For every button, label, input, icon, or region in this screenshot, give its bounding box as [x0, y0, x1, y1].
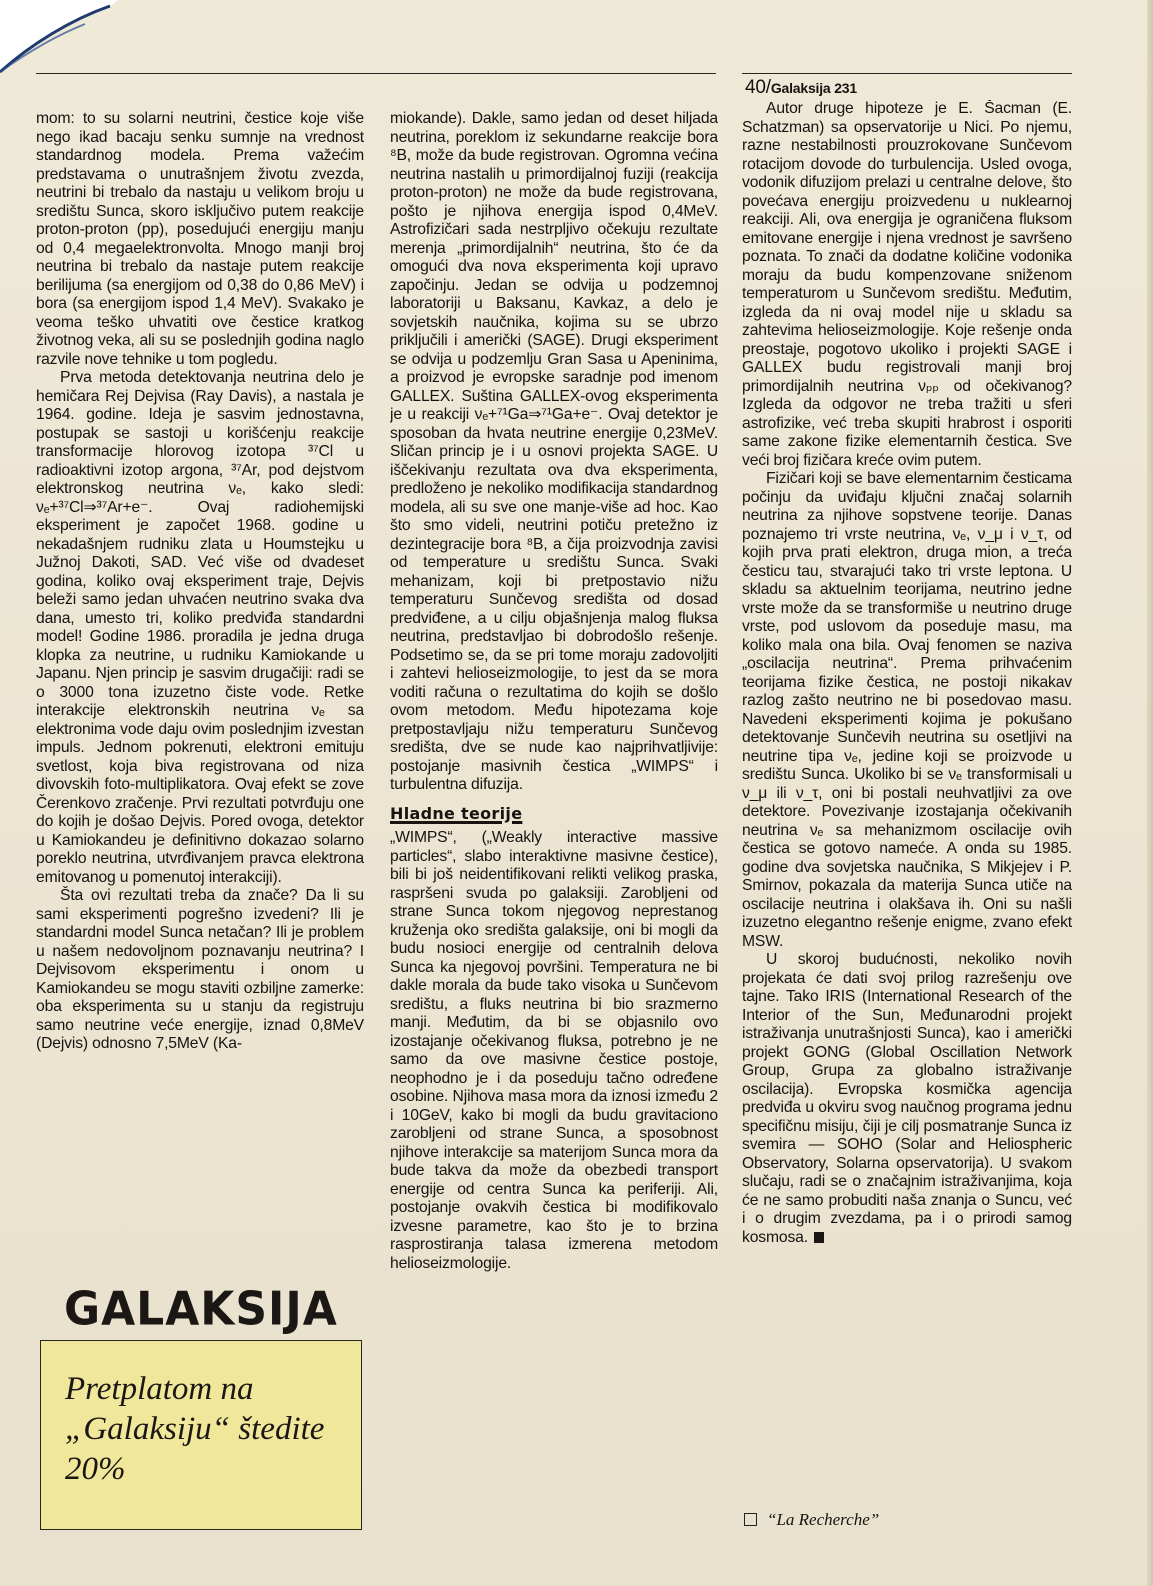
column-1 [36, 110, 364, 1278]
paragraph-last [742, 951, 1072, 1247]
galaksija-logo: GALAKSIJA [64, 1282, 338, 1337]
top-rule-right [742, 73, 1072, 74]
end-mark-icon [814, 1232, 824, 1243]
section-heading: Hladne teorije [390, 803, 523, 823]
paragraph: Fizičari koji se bave elementarnim česticama počinju da uviđaju ključni značaj solarnih neutrina za njihove sopstvene teorije. Danas poznajemo tri vrste neutrina, νₑ, ν_μ i ν_τ, od kojih prva prati elektron, druga mion, a treća česticu tau, stvarajući tako tri vrste leptona. U skladu sa aktuelnim teorijama, neutrino jedne vrste može da se transformiše u neutrino druge vrste, pod uslovom da poseduje masu, ma koliko mala ona bila. Ovaj fenomen se naziva „oscilacija neutrina“. Prema prihvaćenim teorijama fizike čestica, ne postoji nikakav razlog zašto neutrino ne bi posedovao masu. Navedeni eksperimenti kojima je pokušano detektovanje Sunčevih neutrina su osetljivi na neutrine tipa νₑ, jedine koji se proizvode u središtu Sunca. Ukoliko bi se νₑ transformisali u ν_μ ili ν_τ, oni bi postali neuhvatljivi za ove detektore. Povezivanje izostajanja očekivanih neutrina νₑ sa mehanizmom oscilacije ovih čestica se gotovo nameće. A onda su 1985. godine dva sovjetska naučnika, S Mikjejev i P. Smirnov, pokazala da materija Sunca utiče na oscilacije neutrina i olakšava ih. Oni su našli izuzetno elegantno rešenje enigme, zvano efekt MSW. [742, 470, 1072, 950]
paragraph-text: U skoroj budućnosti, nekoliko novih projekata će dati svoj prilog razrešenju ove tajne. Tako IRIS (International Research of the Interior of the Sun, Međunarodni projekt istraživanja unutrašnjosti Sunca), kao i američki projekt GONG (Global Oscillation Network Group, Grupa za globalno istraživanje oscilacija). Evropska kosmička agencija predviđa u okviru svog naučnog programa jednu specifičnu misiju, čiji je cilj posmatranje Sunca iz svemira — SOHO (Solar and Heliospheric Observatory, Solarna opservatorija). U svakom slučaju, radi se o značajnim istraživanjima, koja će ne samo probuditi naša znanja o Suncu, već i o drugim zvezdama, pa i o prirodi samog kosmosa. [742, 951, 1072, 1246]
folded-corner [0, 0, 120, 80]
paragraph: miokande). Dakle, samo jedan od deset hiljada neutrina, poreklom iz sekundarne reakcije bora ⁸B, može da bude registrovan. Ogromna većina neutrina nastalih u primordijalnoj fuziji (reakcija proton-proton) ne može da bude registrovana, pošto je njihova energija ispod 0,4MeV. Astrofizičari sada nestrpljivo očekuju rezultate merenja „primordijalnih“ neutrina, što će da omogući dva nova eksperimenta koji upravo započinju. Jedan se odvija u podzemnoj laboratoriji u Baksanu, Kavkaz, a delo je sovjetskih naučnika, kojima su se ubrzo priključili i američki (SAGE). Drugi eksperiment se odvija u podzemlju Gran Sasa u Apeninima, a proizvod je evropske saradnje pod imenom GALLEX. Suština GALLEX-ovog eksperimenta je u reakciji νₑ+⁷¹Ga⇒⁷¹Ga+e⁻. Ovaj detektor je sposoban da hvata neutrine energije 0,23MeV. Sličan princip je i u osnovi projekta SAGE. U iščekivanju rezultata ova dva eksperimenta, predloženo je nekoliko modifikacija standardnog modela, ali su sve one manje-više ad hoc. Kao što smo videli, neutrini potiču pretežno iz dezintegracije bora ⁸B, a čija proizvodnja zavisi od temperature u središtu Sunca. Svaki mehanizam, koji bi pretpostavio nižu temperaturu Sunčevog središta od dosad predviđene, a u cilju objašnjenja malog fluksa neutrina, predstavljao bi dobrodošlo rešenje. Podsetimo se, da se pri tome moraju zadovoljiti i zahtevi helioseizmologije, to jest da se mora voditi računa o rezultatima do kojih se došlo ovom metodom. Među hipotezama koje pretpostavljaju nižu temperaturu Sunčevog središta, dve se nude kao najprihvatljivije: postojanje masivnih čestica „WIMPS“ i turbulentna difuzija. [390, 110, 718, 793]
column-2 [390, 110, 718, 1560]
subscription-promo-box [40, 1340, 362, 1530]
paragraph: Prva metoda detektovanja neutrina delo je hemičara Rej Dejvisa (Ray Davis), a nastala je 1964. godine. Ideja je sasvim jednostavna, postupak se sastoji u korišćenju reakcije transformacije hlorovog izotopa ³⁷Cl u radioaktivni izotop argona, ³⁷Ar, pod dejstvom elektronskog neutrina νₑ, kako sledi: νₑ+³⁷Cl⇒³⁷Ar+e⁻. Ovaj radiohemijski eksperiment je započet 1968. godine u nekadašnjem rudniku zlata u Houmstejku u Južnoj Dakoti, SAD. Već više od dvadeset godina, koliko ovaj eksperiment traje, Dejvis beleži samo jedan uhvaćen neutrino svaka dva dana, umesto tri, koliko predviđa standardni model! Godine 1986. proradila je jedna druga klopka za neutrine, u rudniku Kamiokande u Japanu. Njen princip je sasvim drugačiji: radi se o 3000 tona izuzetno čiste vode. Retke interakcije elektronskih neutrina νₑ sa elektronima vode daju ovim poslednjim izvestan impuls. Jednom pokrenuti, elektroni emituju svetlost, koja biva registrovana od niza divovskih foto-multiplikatora. Ovaj efekt se zove Čerenkovo zračenje. Prvi rezultati potvrđuju one do kojih je došao Dejvis. Pored ovoga, detektor u Kamiokandeu je definitivno dokazao solarno poreklo neutrina, utvrđivanjem pravca elektrona emitovanog u pomenutoj interakciji). [36, 369, 364, 886]
paragraph: „WIMPS“, („Weakly interactive massive particles“, slabo interaktivne masivne čestice), bili bi još neidentifikovani relikti velikog praska, raspršeni svuda po galaksiji. Zarobljeni od strane Sunca tokom njegovog neprestanog kruženja oko središta galaksije, oni bi mogli da budu nosioci energije od centralnih delova Sunca ka njegovoj površini. Temperatura ne bi dakle morala da bude tako visoka u Sunčevom središtu, a fluks neutrina bi bio srazmerno manji. Međutim, da bi se objasnilo ovo izostajanje očekivanog fluksa, potrebno je ne samo da ove masivne čestice postoje, neophodno je i da poseduju tačno određene osobine. Njihova masa mora da iznosi između 2 i 10GeV, kako bi mogli da budu gravitaciono zarobljeni od strane Sunca, a sposobnost njihove interakcije sa materijom Sunca mora da bude takva da može da obezbedi transport energije od centra Sunca ka periferiji. Ali, postojanje ovakvih čestica bi modifikovalo izvesne parametre, kao što je to brzina rasprostiranja talasa izmerena metodom helioseizmologije. [390, 829, 718, 1272]
folio [745, 77, 1075, 99]
source-name: “La Recherche” [767, 1510, 880, 1529]
paragraph: mom: to su solarni neutrini, čestice koje više nego ikad bacaju senku sumnje na vrednost standardnog modela. Prema važećim predstavama o unutrašnjem životu zvezda, neutrini bi trebalo da nastaju u velikom broju u središtu Sunca, skoro isključivo putem reakcije proton-proton (pp), posedujući energiju manju od 0,4 megaelektronvolta. Mnogo manji broj neutrina bi trebalo da nastaje putem reakcije berilijuma (sa energijom od 0,38 do 0,86 MeV) i bora (sa energijom ispod 1,4 MeV). Svakako je veoma teško uhvatiti ove čestice kratkog životnog veka, ali su se poslednjih godina naglo razvile nove tehnike u tom pogledu. [36, 110, 364, 368]
column-3 [742, 100, 1072, 1500]
paragraph: Autor druge hipoteze je E. Šacman (E. Schatzman) sa opservatorije u Nici. Po njemu, razne nestabilnosti prouzrokovane Sunčevom rotacijom dovode do turbulencija. Usled ovoga, vodonik difuzijom prelazi u centralne delove, što povećava energiju proizvedenu u nuklearnoj reakciji. Ali, ova energija je ograničena fluksom emitovane energije i njena vrednost je savršeno poznata. To znači da dodatne količine vodonika moraju da budu kompenzovane sniženom temperaturom u Sunčevom središtu. Međutim, izgleda da ni ovaj model nije u skladu sa zahtevima helioseizmologije. Koje rešenje onda preostaje, pogotovo ukoliko i projekti SAGE i GALLEX budu registrovali manji broj primordijalnih neutrina νₚₚ od očekivanog? Izgleda da odgovor ne treba tražiti u sferi astrofizike, već treba skupiti hrabrost i osporiti same zakone fizike elementarnih čestica. Sve veći broj fizičara kreće ovim putem. [742, 100, 1072, 469]
source-credit [744, 1510, 1044, 1530]
square-bullet-icon [744, 1513, 757, 1526]
page-edge [1147, 0, 1153, 1586]
paragraph: Šta ovi rezultati treba da znače? Da li su sami eksperimenti pogrešno izvedeni? Ili je standardni model Sunca netačan? Ili je problem u našem nedovoljnom poznavanju neutrina? I Dejvisovom eksperimentu i onom u Kamiokandeu se mogu staviti ozbiljne zamerke: oba eksperimenta su u stanju da registruju samo neutrine veće energije, iznad 0,8MeV (Dejvis) odnosno 7,5MeV (Ka- [36, 887, 364, 1052]
page-number: 40/ [745, 77, 771, 98]
magazine-issue: Galaksija 231 [770, 80, 857, 96]
top-rule-left [36, 73, 716, 74]
promo-text: Pretplatom na „Galaksiju“ štedite 20% [65, 1371, 325, 1487]
